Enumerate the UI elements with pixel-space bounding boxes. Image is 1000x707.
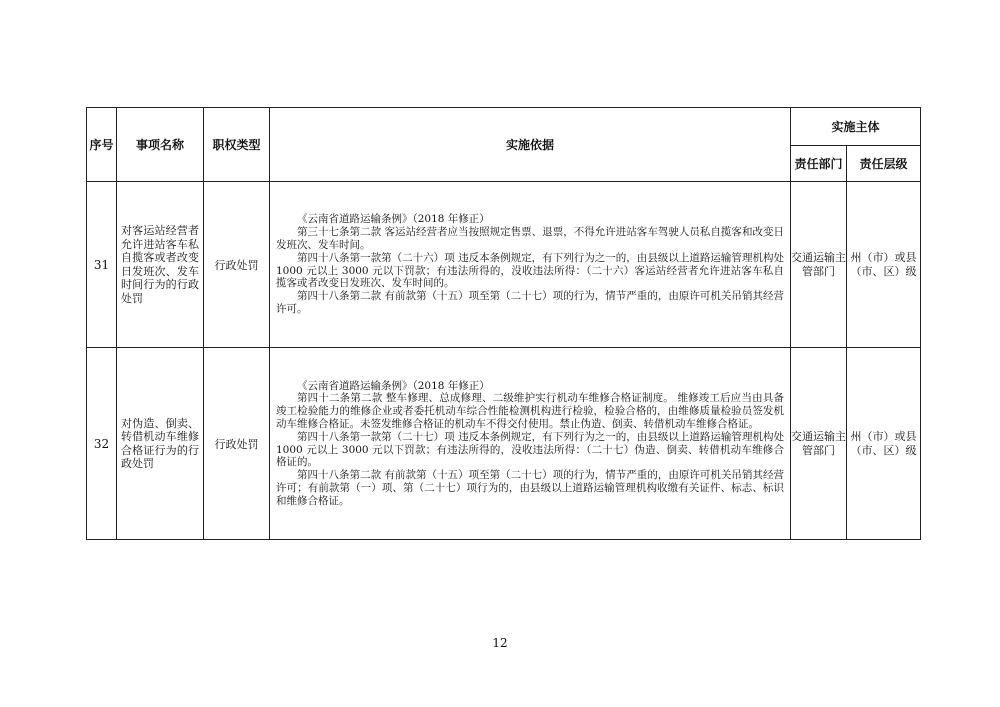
- row-responsible-department: 交通运输主管部门: [791, 348, 847, 540]
- row-index: 32: [87, 348, 117, 540]
- row-item-name: 对伪造、倒卖、转借机动车维修合格证行为的行政处罚: [117, 348, 204, 540]
- basis-paragraph: 第四十八条第二款 有前款第（十五）项至第（二十七）项的行为，情节严重的，由原许可机关吊销其经营许可。: [276, 290, 784, 315]
- header-implementing-subject: 实施主体: [791, 108, 921, 146]
- basis-paragraph: 第四十二条第二款 整车修理、总成修理、二级维护实行机动车维修合格证制度。 维修竣工后应当由具备竣工检验能力的维修企业或者委托机动车综合性能检测机构进行检验，检验合格的，由维修质量检验员签发机动车维修合格证。未签发维修合格证的机动车不得交付使用。禁止伪造、倒卖、转借机动车维修合格证。: [276, 392, 784, 430]
- page-number: 12: [492, 636, 508, 650]
- document-table: [86, 107, 921, 540]
- row-authority-type: 行政处罚: [204, 348, 270, 540]
- row-basis: [270, 348, 791, 540]
- basis-paragraph: 《云南省道路运输条例》（2018 年修正）: [297, 379, 490, 392]
- header-item-name: 事项名称: [117, 108, 204, 182]
- table-row: [87, 182, 921, 348]
- row-responsible-level: 州（市）或县（市、区）级: [847, 348, 921, 540]
- header-responsible-department: 责任部门: [791, 146, 847, 182]
- basis-paragraph: 第四十八条第一款第（二十七）项 违反本条例规定，有下列行为之一的，由县级以上道路运输管理机构处 1000 元以上 3000 元以下罚款；有违法所得的，没收违法所得：（二十七）伪造、倒卖、转借机动车维修合格证的。: [276, 430, 784, 469]
- table-row: [87, 348, 921, 540]
- header-basis: 实施依据: [270, 108, 791, 182]
- basis-paragraph: 《云南省道路运输条例》（2018 年修正）: [297, 213, 490, 226]
- header-index: 序号: [87, 108, 117, 182]
- basis-paragraph: 第四十八条第一款第（二十六）项 违反本条例规定，有下列行为之一的，由县级以上道路运输管理机构处 1000 元以上 3000 元以下罚款；有违法所得的，没收违法所得：（二十六）客运站经营者允许进站客车私自揽客或者改变日发班次、发车时间的。: [276, 251, 784, 290]
- row-basis: [270, 182, 791, 348]
- row-responsible-department: 交通运输主管部门: [791, 182, 847, 348]
- row-item-name: 对客运站经营者允许进站客车私自揽客或者改变日发班次、发车时间行为的行政处罚: [117, 182, 204, 348]
- row-responsible-level: 州（市）或县（市、区）级: [847, 182, 921, 348]
- header-responsible-level: 责任层级: [847, 146, 921, 182]
- row-index: 31: [87, 182, 117, 348]
- row-authority-type: 行政处罚: [204, 182, 270, 348]
- header-authority-type: 职权类型: [204, 108, 270, 182]
- basis-paragraph: 第三十七条第二款 客运站经营者应当按照规定售票、退票，不得允许进站客车驾驶人员私自揽客和改变日发班次、发车时间。: [276, 226, 784, 251]
- basis-paragraph: 第四十八条第二款 有前款第（十五）项至第（二十七）项的行为，情节严重的，由原许可机关吊销其经营许可；有前款第（一）项、第（二十七）项行为的，由县级以上道路运输管理机构收缴有关证件、标志、标识和维修合格证。: [276, 469, 784, 507]
